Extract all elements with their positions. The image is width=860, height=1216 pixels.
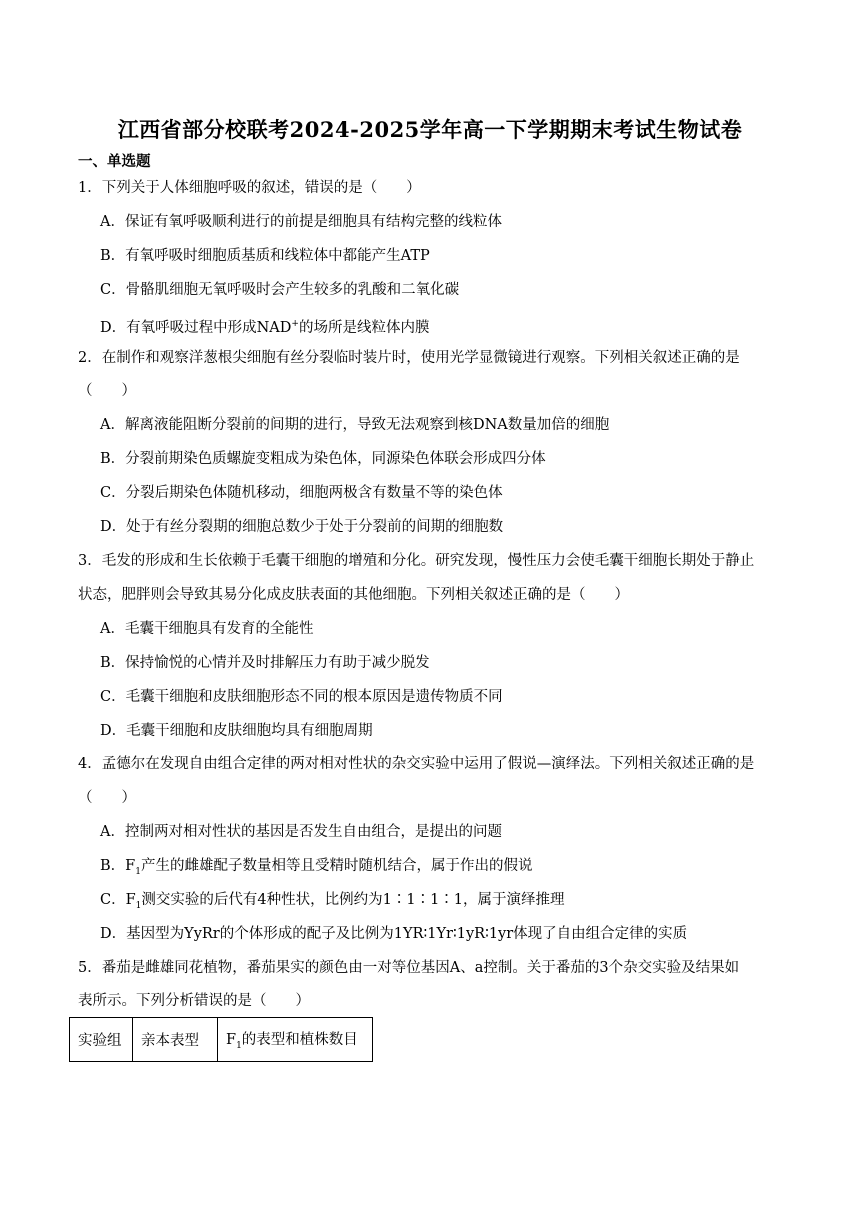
table-header-cell: 实验组 xyxy=(70,1018,133,1062)
question-2-stem: 2．在制作和观察洋葱根尖细胞有丝分裂临时装片时，使用光学显微镜进行观察。下列相关叙述正确的是 xyxy=(78,350,740,366)
question-4-stem: 4．孟德尔在发现自由组合定律的两对相对性状的杂交实验中运用了假说—演绎法。下列相关叙述正确的是 xyxy=(78,756,755,772)
question-2-option-b: B．分裂前期染色质螺旋变粗成为染色体，同源染色体联会形成四分体 xyxy=(100,451,546,467)
question-2-stem-cont: （ ） xyxy=(78,383,136,399)
page-title: 江西省部分校联考2024-2025学年高一下学期期末考试生物试卷 xyxy=(117,117,743,142)
section-heading: 一、单选题 xyxy=(78,153,151,170)
experiment-table xyxy=(69,1017,373,1062)
question-3-option-d: D．毛囊干细胞和皮肤细胞均具有细胞周期 xyxy=(100,723,373,739)
question-5-stem-cont: 表所示。下列分析错误的是（ ） xyxy=(78,993,310,1009)
question-2-option-c: C．分裂后期染色体随机移动，细胞两极含有数量不等的染色体 xyxy=(100,485,503,501)
question-1-stem: 1．下列关于人体细胞呼吸的叙述，错误的是（ ） xyxy=(78,180,421,196)
question-3-stem-cont: 状态，肥胖则会导致其易分化成皮肤表面的其他细胞。下列相关叙述正确的是（ ） xyxy=(78,587,629,603)
question-4-option-b: B．$F_1$产生的雌雄配子数量相等且受精时随机结合，属于作出的假说 xyxy=(100,858,533,877)
question-4-option-d: D．基因型为YyRr的个体形成的配子及比例为1YR∶1Yr∶1yR∶1yr体现了自由组合定律的实质 xyxy=(100,926,688,942)
question-4-stem-cont: （ ） xyxy=(78,790,136,806)
question-5-stem: 5．番茄是雌雄同花植物，番茄果实的颜色由一对等位基因A、a控制。关于番茄的3个杂交实验及结果如 xyxy=(78,960,740,976)
question-1-option-b: B．有氧呼吸时细胞质基质和线粒体中都能产生ATP xyxy=(100,248,430,264)
question-1-option-d: D．有氧呼吸过程中形成NAD+的场所是线粒体内膜 xyxy=(100,319,430,336)
question-3-option-c: C．毛囊干细胞和皮肤细胞形态不同的根本原因是遗传物质不同 xyxy=(100,689,503,705)
question-1-option-c: C．骨骼肌细胞无氧呼吸时会产生较多的乳酸和二氧化碳 xyxy=(100,282,460,298)
table-header-row xyxy=(70,1018,373,1062)
question-2-option-d: D．处于有丝分裂期的细胞总数少于处于分裂前的间期的细胞数 xyxy=(100,519,504,535)
question-4-option-c: C．$F_1$测交实验的后代有4种性状，比例约为1∶1∶1∶1，属于演绎推理 xyxy=(100,892,565,911)
question-3-option-a: A．毛囊干细胞具有发育的全能性 xyxy=(100,621,314,637)
question-3-option-b: B．保持愉悦的心情并及时排解压力有助于减少脱发 xyxy=(100,655,430,671)
question-4-option-a: A．控制两对相对性状的基因是否发生自由组合，是提出的问题 xyxy=(100,824,502,840)
question-3-stem: 3．毛发的形成和生长依赖于毛囊干细胞的增殖和分化。研究发现，慢性压力会使毛囊干细胞长期处于静止 xyxy=(78,553,755,569)
table-header-cell: $F_1$的表型和植株数目 xyxy=(218,1018,373,1062)
question-2-option-a: A．解离液能阻断分裂前的间期的进行，导致无法观察到核DNA数量加倍的细胞 xyxy=(100,417,610,433)
question-1-option-a: A．保证有氧呼吸顺利进行的前提是细胞具有结构完整的线粒体 xyxy=(100,214,502,230)
table-header-cell: 亲本表型 xyxy=(133,1018,218,1062)
